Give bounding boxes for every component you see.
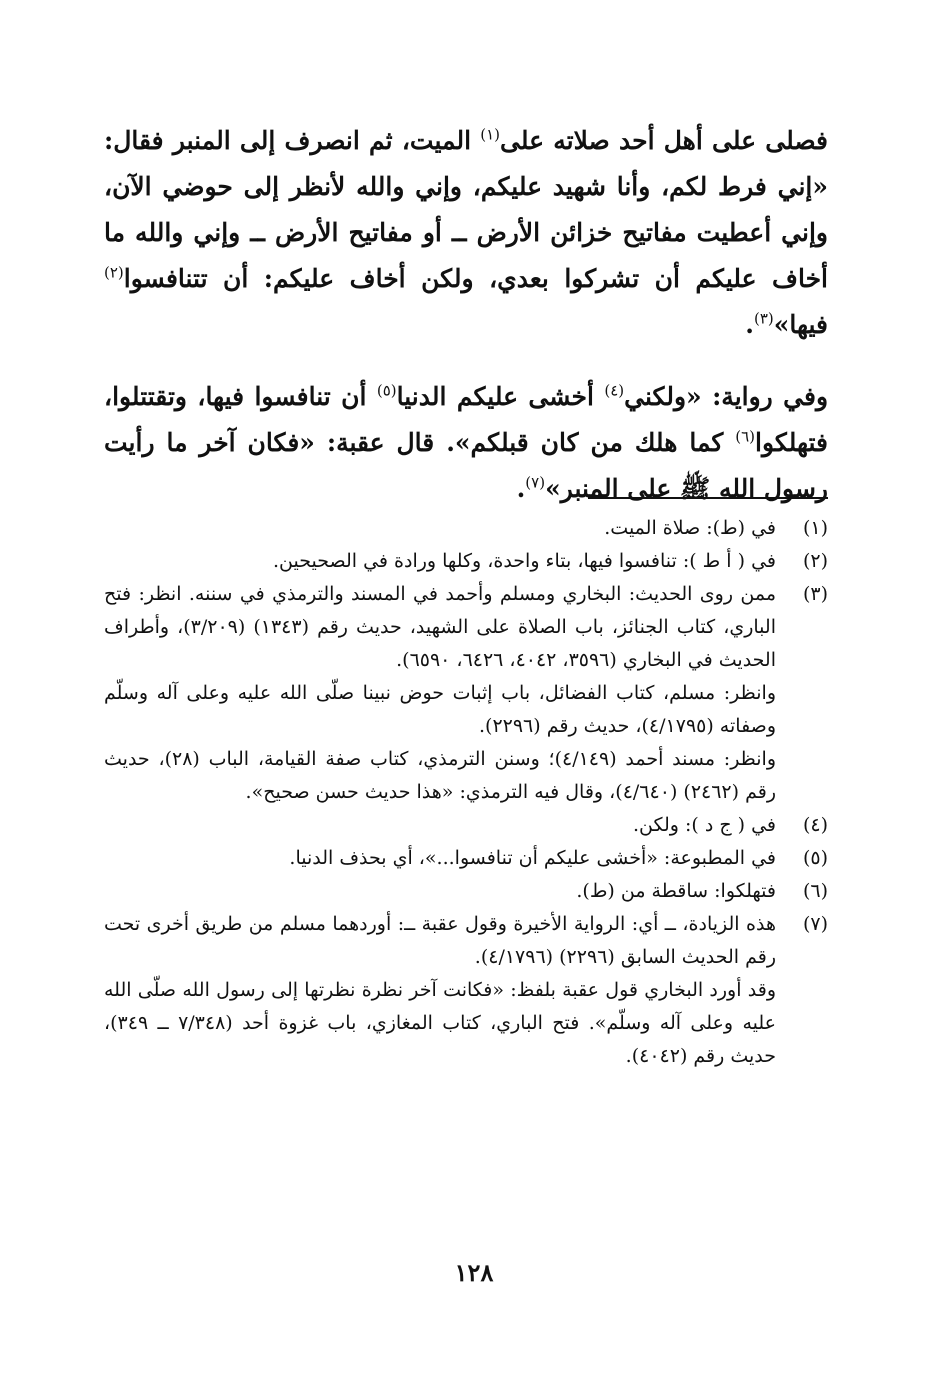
footnote-ref-6: (٦) — [735, 427, 756, 446]
footnote-text: وانظر: مسند أحمد (٤/١٤٩)؛ وسنن الترمذي، كتاب صفة القيامة، الباب (٢٨)، حديث رقم (٢٤٦٢) (٤/٦٤٠)، وقال فيه الترمذي: «هذا حديث حسن صحيح». — [104, 748, 777, 803]
footnote-number: (٦) — [802, 880, 828, 902]
footnote-3 — [104, 578, 828, 809]
text-run: كما هلك من كان قبلكم». قال عقبة: «فكان آخر ما رأيت رسول الله ﷺ على المنبر» — [104, 428, 828, 503]
footnote-text: وقد أورد البخاري قول عقبة بلفظ: «فكانت آخر نظرة نظرتها إلى رسول الله صلّى الله عليه وعلى آله وسلّم». فتح الباري، كتاب المغازي، باب غزوة أحد (٧/٣٤٨ ــ ٣٤٩)، حديث رقم (٤٠٤٢). — [104, 979, 776, 1067]
footnote-4 — [104, 809, 828, 842]
footnote-ref-4: (٤) — [604, 381, 625, 400]
text-run: فيها» — [773, 310, 828, 339]
footnote-number: (١) — [802, 517, 828, 539]
footnote-ref-2: (٢) — [104, 263, 124, 282]
page-number: ١٢٨ — [454, 1258, 494, 1287]
footnote-text: في ( ج د ): ولكن. — [632, 814, 776, 836]
text-run: فصلى على أهل أحد صلاته على — [500, 126, 828, 155]
text-run: أن تنافسوا فيها، وتقتتلوا، فتهلكوا — [104, 382, 828, 457]
footnote-2 — [104, 545, 828, 578]
footnote-number: (٥) — [802, 847, 828, 869]
footnote-number: (٢) — [802, 550, 828, 572]
footnote-text: وانظر: مسلم، كتاب الفضائل، باب إثبات حوض نبينا صلّى الله عليه وعلى آله وسلّم وصفاته (٤/١٧٩٥)، حديث رقم (٢٢٩٦). — [104, 682, 776, 737]
footnote-ref-7: (٧) — [525, 473, 546, 492]
footnote-5 — [104, 842, 828, 875]
footnote-text: هذه الزيادة، ــ أي: الرواية الأخيرة وقول عقبة ــ: أوردهما مسلم من طريق أخرى تحت رقم الحديث السابق (٢٢٩٦) (٤/١٧٩٦). — [104, 913, 776, 968]
main-paragraph-1 — [104, 118, 828, 348]
text-run: الميت، ثم انصرف إلى المنبر فقال: «إني فرط لكم، وأنا شهيد عليكم، وإني والله لأنظر إلى حوضي الآن، وإني أعطيت مفاتيح خزائن الأرض ــ أو مفاتيح الأرض ــ وإني والله ما أخاف عليكم أن تشركوا بعدي، ولكن أخاف عليكم: أن تتنافسوا — [104, 126, 828, 293]
footnote-1 — [104, 512, 828, 545]
text-run: . — [516, 474, 526, 503]
footnote-6 — [104, 875, 828, 908]
text-run: وفي رواية: «ولكني — [624, 382, 829, 411]
footnote-ref-5: (٥) — [376, 381, 397, 400]
footnote-number: (٣) — [802, 583, 828, 605]
footnote-text: في المطبوعة: «أخشى عليكم أن تنافسوا...»، أي بحذف الدنيا. — [289, 847, 776, 869]
footnote-separator — [588, 497, 828, 499]
footnote-text: ممن روى الحديث: البخاري ومسلم وأحمد في المسند والترمذي في سننه. انظر: فتح الباري، كتاب الجنائز، باب الصلاة على الشهيد، حديث رقم (١٣٤٣) (٣/٢٠٩)، وأطراف الحديث في البخاري (٣٥٩٦، ٤٠٤٢، ٦٤٢٦، ٦٥٩٠). — [104, 583, 776, 671]
footnote-7 — [104, 908, 828, 1073]
footnote-number: (٤) — [802, 814, 828, 836]
footnote-text: في (ط): صلاة الميت. — [604, 517, 776, 539]
text-run: . — [745, 310, 754, 339]
footnote-text: فتهلكوا: ساقطة من (ط). — [576, 880, 776, 902]
text-run: أخشى عليكم الدنيا — [396, 382, 605, 411]
footnotes — [104, 512, 828, 1073]
footnote-text: في ( أ ط ): تنافسوا فيها، بتاء واحدة، وكلها ورادة في الصحيحين. — [273, 550, 776, 572]
main-paragraph-2 — [104, 374, 828, 512]
footnote-number: (٧) — [802, 913, 828, 935]
main-text — [104, 118, 828, 512]
footnote-ref-3: (٣) — [753, 309, 774, 328]
footnote-ref-1: (١) — [480, 125, 501, 144]
